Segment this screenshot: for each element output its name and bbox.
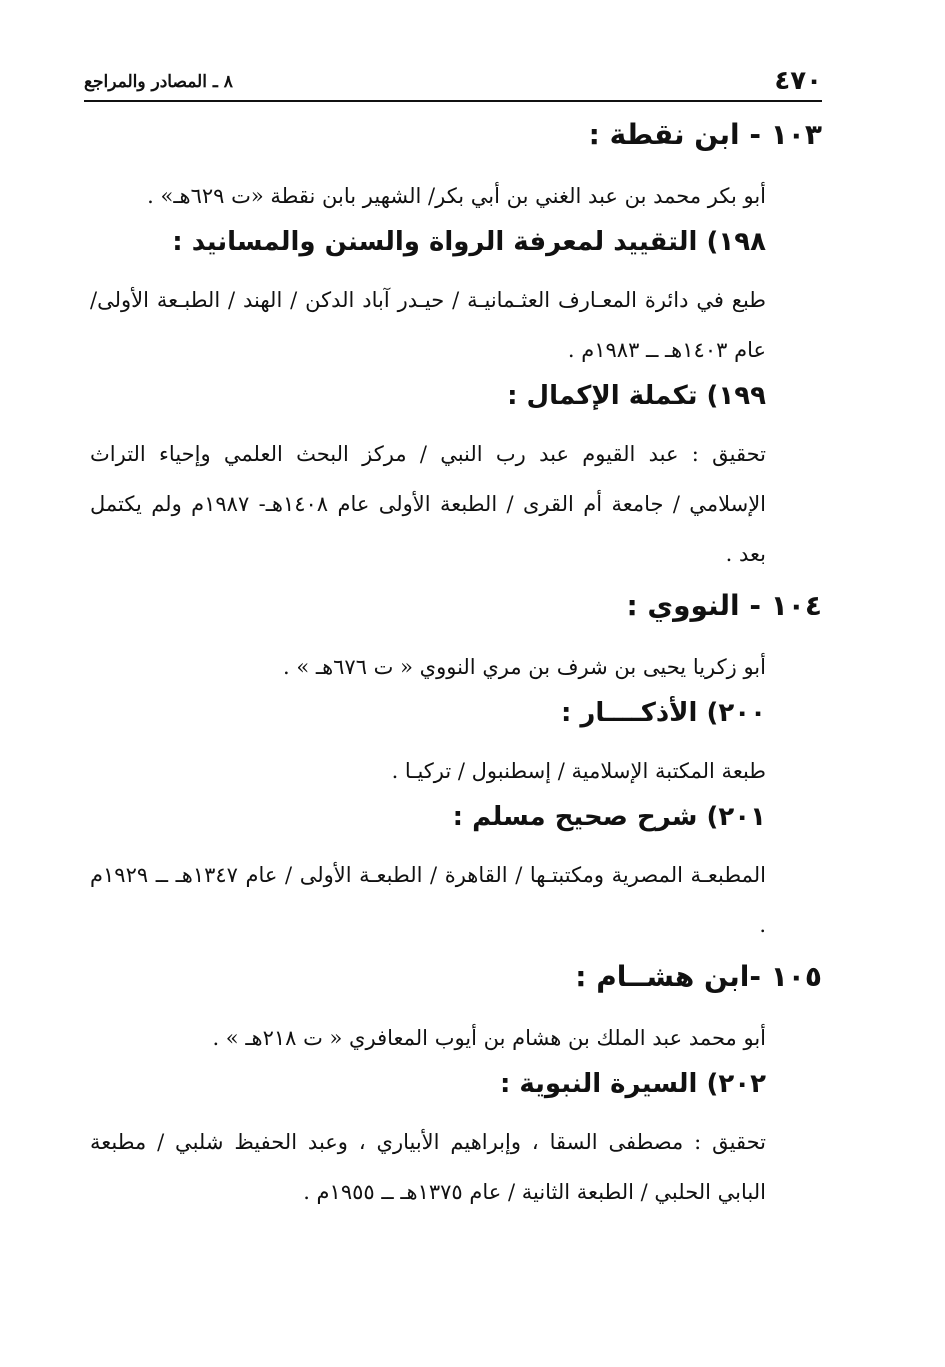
author-info: أبو زكريا يحيى بن شرف بن مري النووي « ت ٦٧٦هـ » . <box>283 655 766 679</box>
book-title: ٢٠٠) الأذكــــار : <box>560 698 766 728</box>
book-title: ١٩٩) تكملة الإكمال : <box>507 381 766 411</box>
page-number: ٤٧٠ <box>774 66 822 96</box>
author-info: أبو محمد عبد الملك بن هشام بن أيوب المعافري « ت ٢١٨هـ » . <box>212 1026 766 1050</box>
running-title: ٨ ـ المصادر والمراجع <box>84 72 233 92</box>
book-details: المطبعـة المصرية ومكتبتـها / القاهرة / الطبعـة الأولى / عام ١٣٤٧هـ ــ ١٩٢٩م . <box>90 863 766 937</box>
book-title: ٢٠٢) السيرة النبوية : <box>499 1069 766 1099</box>
author-heading: ١٠٣ - ابن نقطة : <box>588 118 822 151</box>
book-details: تحقيق : مصطفى السقا ، وإبراهيم الأبياري ، وعبد الحفيظ شلبي / مطبعة البابي الحلبي / الطبعة الثانية / عام ١٣٧٥هـ ــ ١٩٥٥م . <box>90 1130 766 1204</box>
page-body <box>90 108 822 1221</box>
author-heading: ١٠٤ - النووي : <box>626 589 822 622</box>
book-details: طبع في دائرة المعـارف العثـمانيـة / حيـدر آباد الدكن / الهند / الطبـعة الأولى/ عام ١٤٠٣هـ ــ ١٩٨٣م . <box>90 288 766 362</box>
book-details: تحقيق : عبد القيوم عبد رب النبي / مركز البحث العلمي وإحياء التراث الإسلامي / جامعة أم القرى / الطبعة الأولى عام ١٤٠٨هـ- ١٩٨٧م ولم يكتمل بعد . <box>90 442 767 566</box>
book-title: ٢٠١) شرح صحيح مسلم : <box>452 802 766 832</box>
book-details: طبعة المكتبة الإسلامية / إسطنبول / تركيـا . <box>391 759 766 783</box>
book-title: ١٩٨) التقييد لمعرفة الرواة والسنن والمسانيد : <box>172 227 766 257</box>
author-info: أبو بكر محمد بن عبد الغني بن أبي بكر/ الشهير بابن نقطة «ت ٦٢٩هـ» . <box>147 184 766 208</box>
author-heading: ١٠٥ -ابن هشــام : <box>575 960 822 993</box>
page-header <box>84 64 822 102</box>
